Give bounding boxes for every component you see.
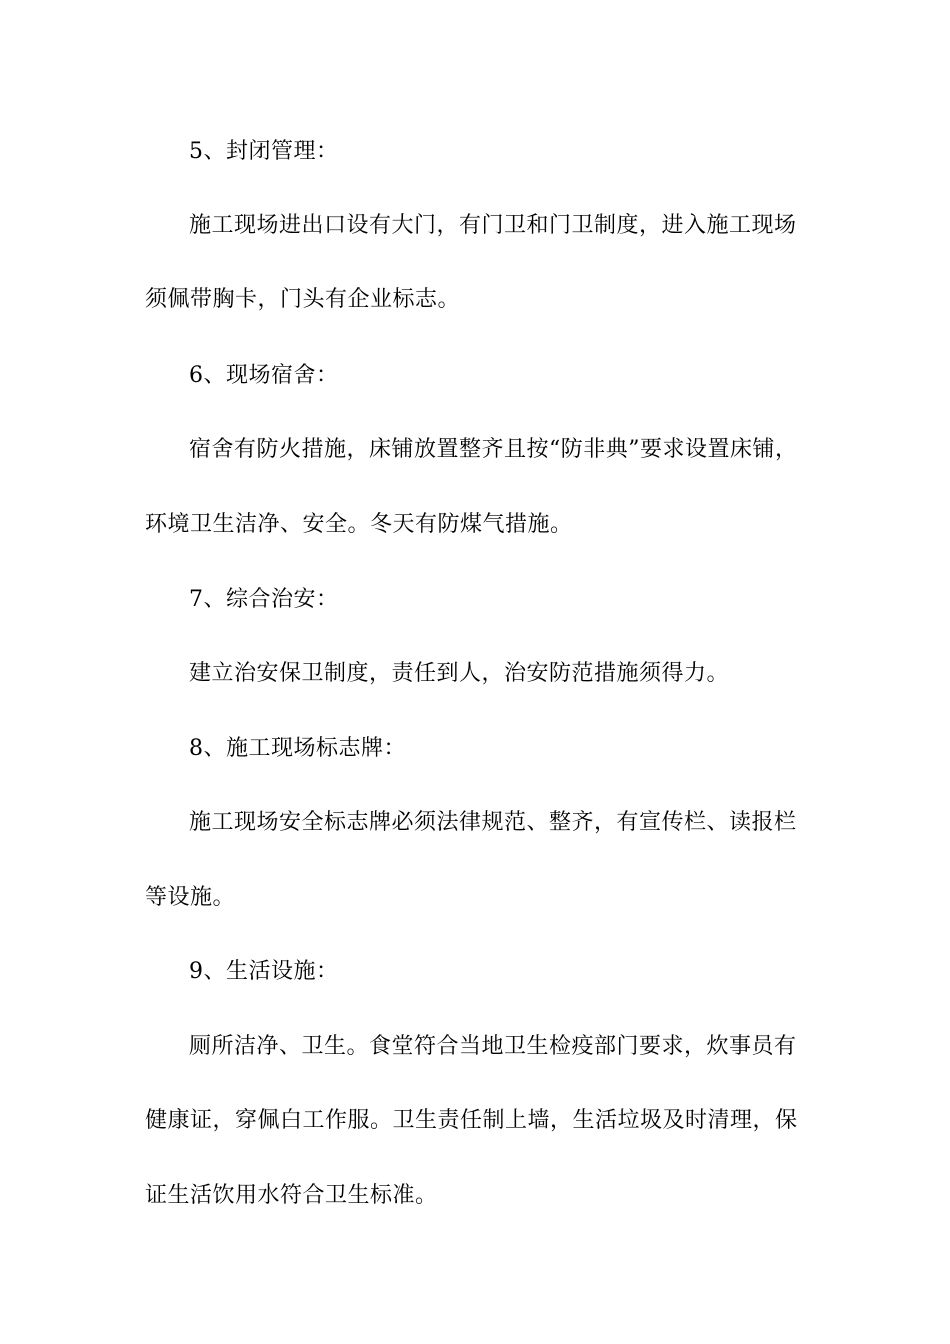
paragraph-line: 建立治安保卫制度，责任到人，治安防范措施须得力。 bbox=[189, 661, 730, 686]
section-heading-8: 8、施工现场标志牌： bbox=[189, 736, 406, 761]
section-heading-6: 6、现场宿舍： bbox=[189, 363, 339, 388]
paragraph-line: 施工现场安全标志牌必须法律规范、整齐，有宣传栏、读报栏 bbox=[189, 810, 797, 835]
paragraph-line: 环境卫生洁净、安全。冬天有防煤气措施。 bbox=[145, 512, 573, 537]
section-heading-7: 7、综合治安： bbox=[189, 587, 339, 612]
paragraph-line: 等设施。 bbox=[145, 885, 236, 910]
section-heading-5: 5、封闭管理： bbox=[189, 139, 339, 164]
paragraph-line: 厕所洁净、卫生。食堂符合当地卫生检疫部门要求，炊事员有 bbox=[189, 1034, 797, 1059]
paragraph-line: 健康证，穿佩白工作服。卫生责任制上墙，生活垃圾及时清理，保 bbox=[145, 1108, 798, 1133]
section-heading-9: 9、生活设施： bbox=[189, 959, 339, 984]
paragraph-line: 证生活饮用水符合卫生标准。 bbox=[145, 1183, 438, 1208]
paragraph-line: 施工现场进出口设有大门，有门卫和门卫制度，进入施工现场 bbox=[189, 213, 797, 238]
paragraph-line: 宿舍有防火措施，床铺放置整齐且按“防非典”要求设置床铺， bbox=[189, 437, 798, 462]
paragraph-line: 须佩带胸卡，门头有企业标志。 bbox=[145, 287, 461, 312]
